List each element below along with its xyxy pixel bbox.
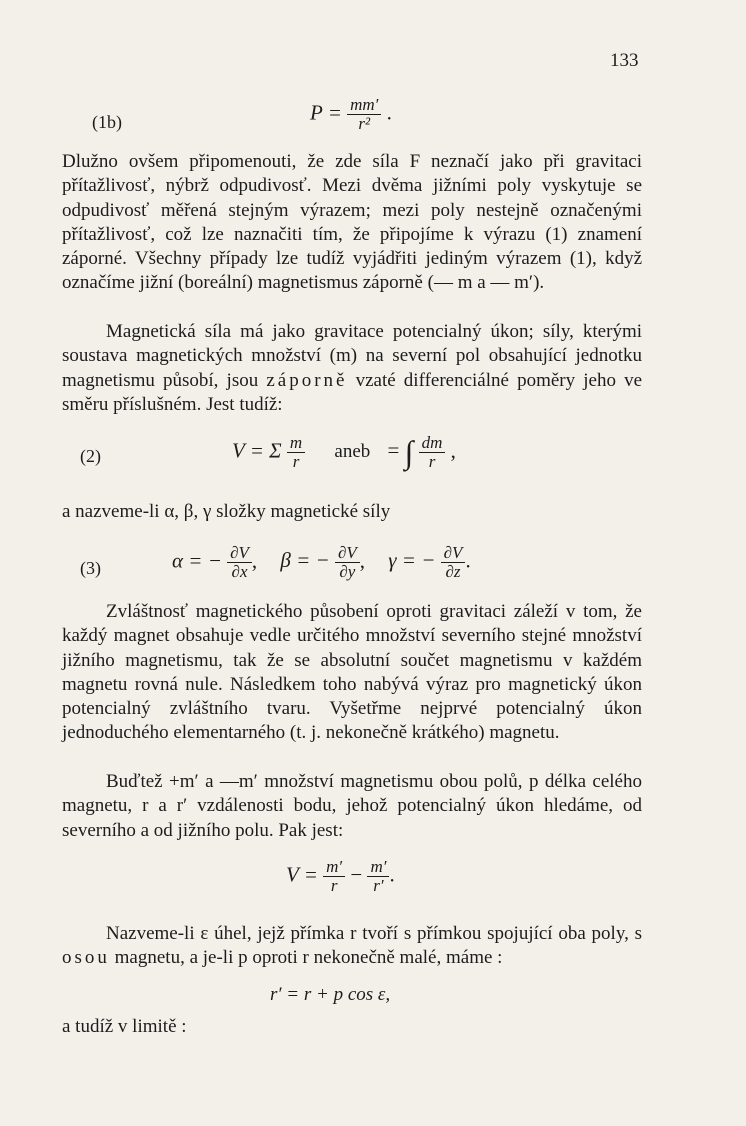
equation-2-equals: = (387, 438, 400, 463)
beta-fraction (335, 544, 360, 581)
fraction-denominator: r′ (373, 876, 384, 895)
equation-1b (310, 96, 392, 133)
potential-fraction-2 (367, 858, 389, 895)
equation-2-conjunction: aneb (334, 441, 371, 463)
fraction-numerator: mm′ (347, 96, 381, 115)
alpha-lhs: α = − (172, 548, 222, 573)
equation-1b-lhs: P = (310, 100, 342, 125)
fraction-numerator: ∂V (335, 544, 360, 563)
equation-potential-end: . (389, 862, 395, 887)
separator: , (251, 548, 258, 573)
separator: , (359, 548, 366, 573)
fraction-denominator: ∂z (445, 562, 461, 581)
fraction-denominator: r² (358, 114, 371, 133)
equation-2-lhs: V = Σ (232, 438, 282, 463)
paragraph-5-text: Nazveme-li ε úhel, jejž přímka r tvoří s přímkou spojující oba poly, s (106, 923, 642, 944)
fraction-denominator: r (330, 876, 338, 895)
minus-sign: − (350, 862, 363, 887)
equation-1b-end: . (386, 100, 392, 125)
fraction-denominator: r (292, 452, 300, 471)
fraction-numerator: m (287, 434, 305, 453)
equation-distance: r′ = r + p cos ε, (270, 984, 391, 1005)
paragraph-2-text-end: vzaté differenciálné poměry jeho ve směru příslušném. Jest tudíž: (62, 369, 642, 415)
fraction-numerator: m′ (323, 858, 345, 877)
fraction-numerator: ∂V (441, 544, 466, 563)
gamma-lhs: γ = − (388, 548, 436, 573)
equation-2 (232, 434, 456, 471)
potential-lhs: V = (286, 862, 318, 887)
paragraph-3: Zvláštnosť magnetického působení oproti gravitaci záleží v tom, že každý magnet obsahuje vedle určitého množství severního stejné množství jižního magnetismu, tak že se absolutní součet magnetismu v každém magnetu rovná nule. Následkem toho nabývá výraz pro magnetický úkon potencialný zvláštního tvaru. Vyšetřme nejprvé potencialný úkon jednoduchého elementarného (t. j. nekonečně krátkého) magnetu. (62, 601, 642, 744)
equation-3 (172, 544, 471, 581)
paragraph-5 (62, 922, 642, 971)
equation-2-end: , (450, 438, 456, 463)
beta-lhs: β = − (280, 548, 330, 573)
components-line: a nazveme-li α, β, γ složky magnetické síly (62, 501, 391, 522)
paragraph-5-text-end: magnetu, a je-li p oproti r nekonečně malé, máme : (114, 947, 503, 969)
equation-1b-fraction (347, 96, 381, 133)
spaced-word: osou (62, 947, 110, 969)
paragraph-2 (62, 320, 642, 417)
alpha-fraction (227, 544, 252, 581)
page-number: 133 (610, 50, 639, 71)
integral-sign: ∫ (404, 434, 414, 470)
paragraph-2-text: Magnetická síla má jako gravitace potencialný úkon; síly, kterými soustava magnetických množství (m) na severní pol obsahující jednotku magnetismu působí, jsou (62, 321, 642, 391)
fraction-numerator: ∂V (227, 544, 252, 563)
equation-label-2: (2) (80, 446, 101, 466)
fraction-denominator: ∂y (339, 562, 356, 581)
equation-label-3: (3) (80, 558, 101, 578)
equation-potential (286, 858, 395, 895)
potential-fraction-1 (323, 858, 345, 895)
closing-line: a tudíž v limitě : (62, 1016, 187, 1037)
equation-label-1b: (1b) (92, 112, 122, 132)
equation-2-fraction (287, 434, 305, 471)
fraction-numerator: m′ (367, 858, 389, 877)
fraction-denominator: r (428, 452, 436, 471)
paragraph-1: Dlužno ovšem připomenouti, že zde síla F neznačí jako při gravitaci přítažlivosť, nýbrž odpudivosť. Mezi dvěma jižními poly vyskytuje se odpudivosť měřená stejným výrazem; mezi poly nestejně označenými přítažlivosť, což lze naznačiti tím, že připojíme k výrazu (1) znamení záporné. Všechny případy lze tudíž vyjádřiti jediným výrazem (1), když označíme jižní (boreální) magnetismus záporně (— m a — m′). (62, 151, 642, 294)
paragraph-4: Buďtež +m′ a —m′ množství magnetismu obou polů, p délka celého magnetu, r a r′ vzdálenosti bodu, jehož potencialný úkon hledáme, od severního a od jižního polu. Pak jest: (62, 771, 642, 841)
fraction-denominator: ∂x (231, 562, 248, 581)
gamma-fraction (441, 544, 466, 581)
equation-3-end: . (465, 548, 471, 573)
spaced-word: záporně (266, 369, 348, 391)
equation-2-integral-fraction (419, 434, 446, 471)
fraction-numerator: dm (419, 434, 446, 453)
